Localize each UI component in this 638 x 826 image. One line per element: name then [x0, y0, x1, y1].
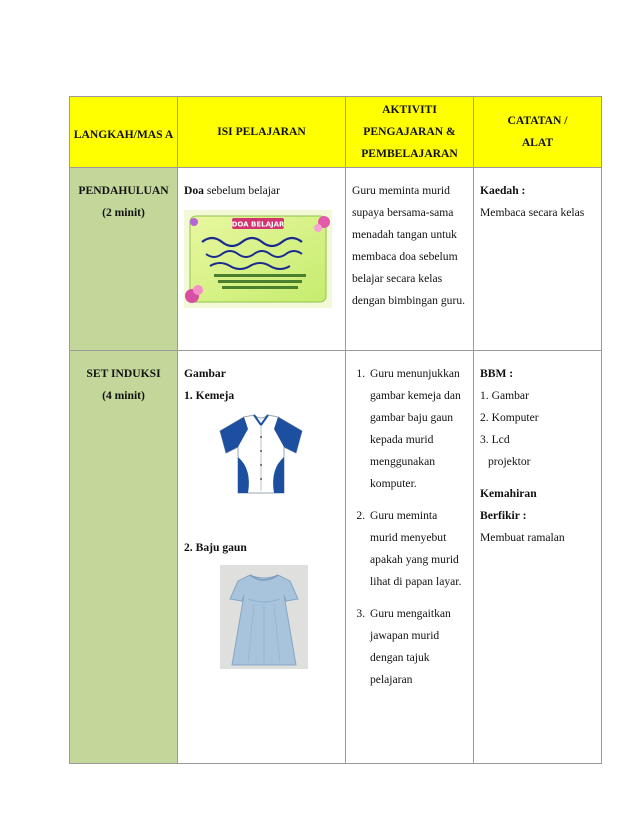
header-catatan: [474, 97, 602, 168]
isi-rest: sebelum belajar: [203, 184, 280, 197]
masa-label: (2 minit): [102, 206, 145, 219]
header-langkah-text: LANGKAH/MAS A: [73, 128, 174, 141]
header-row: [70, 97, 602, 168]
kemahiran-text: Membuat ramalan: [480, 531, 565, 544]
langkah-label: PENDAHULUAN: [78, 184, 169, 197]
kaedah-heading: Kaedah :: [480, 184, 526, 197]
masa-label: (4 minit): [102, 389, 145, 402]
isi-item-1: 1. Kemeja: [184, 389, 235, 402]
row-set-induksi: [70, 351, 602, 764]
header-aktiviti-line1: AKTIVITI: [382, 103, 437, 116]
doa-image-title: DOA BELAJAR: [231, 220, 285, 229]
aktiviti-list: [352, 363, 467, 691]
isi-cell: [178, 351, 346, 764]
header-aktiviti-line3: PEMBELAJARAN: [361, 147, 458, 160]
aktiviti-step-1: 1. Guru menunjukkan gambar kemeja dan gambar baju gaun kepada murid menggunakan komputer.: [368, 363, 467, 495]
aktiviti-step-2: 2. Guru meminta murid menyebut apakah yang murid lihat di papan layar.: [368, 505, 467, 593]
row-pendahuluan: [70, 168, 602, 351]
bbm-item-3-cont: projektor: [488, 455, 531, 468]
isi-bold: Doa: [184, 184, 204, 197]
kemahiran-heading-2: Berfikir :: [480, 509, 527, 522]
header-catatan-text: CATATAN / ALAT: [507, 114, 568, 149]
bbm-item-1: 1. Gambar: [480, 389, 529, 402]
aktiviti-cell: [346, 168, 474, 351]
langkah-label: SET INDUKSI: [86, 367, 161, 380]
header-aktiviti-line2: PENGAJARAN &: [363, 125, 456, 138]
catatan-cell: [474, 351, 602, 764]
header-isi-text: ISI PELAJARAN: [217, 125, 306, 138]
kemahiran-heading-1: Kemahiran: [480, 487, 537, 500]
lesson-plan-table: [69, 96, 602, 764]
isi-text: [184, 180, 339, 202]
aktiviti-cell: [346, 351, 474, 764]
header-langkah: [70, 97, 178, 168]
aktiviti-text: Guru meminta murid supaya bersama-sama menadah tangan untuk membaca doa sebelum belajar secara kelas dengan bimbingan guru.: [352, 184, 466, 307]
baju-gaun-image: [220, 565, 308, 669]
header-aktiviti: [346, 97, 474, 168]
langkah-cell: [70, 168, 178, 351]
isi-heading: Gambar: [184, 367, 226, 380]
isi-item-2: 2. Baju gaun: [184, 541, 247, 554]
catatan-cell: [474, 168, 602, 351]
kemeja-image: [218, 411, 304, 497]
bbm-item-2: 2. Komputer: [480, 411, 539, 424]
isi-cell: [178, 168, 346, 351]
bbm-heading: BBM :: [480, 367, 514, 380]
doa-belajar-image: [184, 210, 332, 308]
langkah-cell: [70, 351, 178, 764]
kaedah-text: Membaca secara kelas: [480, 206, 585, 219]
bbm-item-3: 3. Lcd: [480, 433, 510, 446]
aktiviti-step-3: 3. Guru mengaitkan jawapan murid dengan tajuk pelajaran: [368, 603, 467, 691]
header-isi: [178, 97, 346, 168]
